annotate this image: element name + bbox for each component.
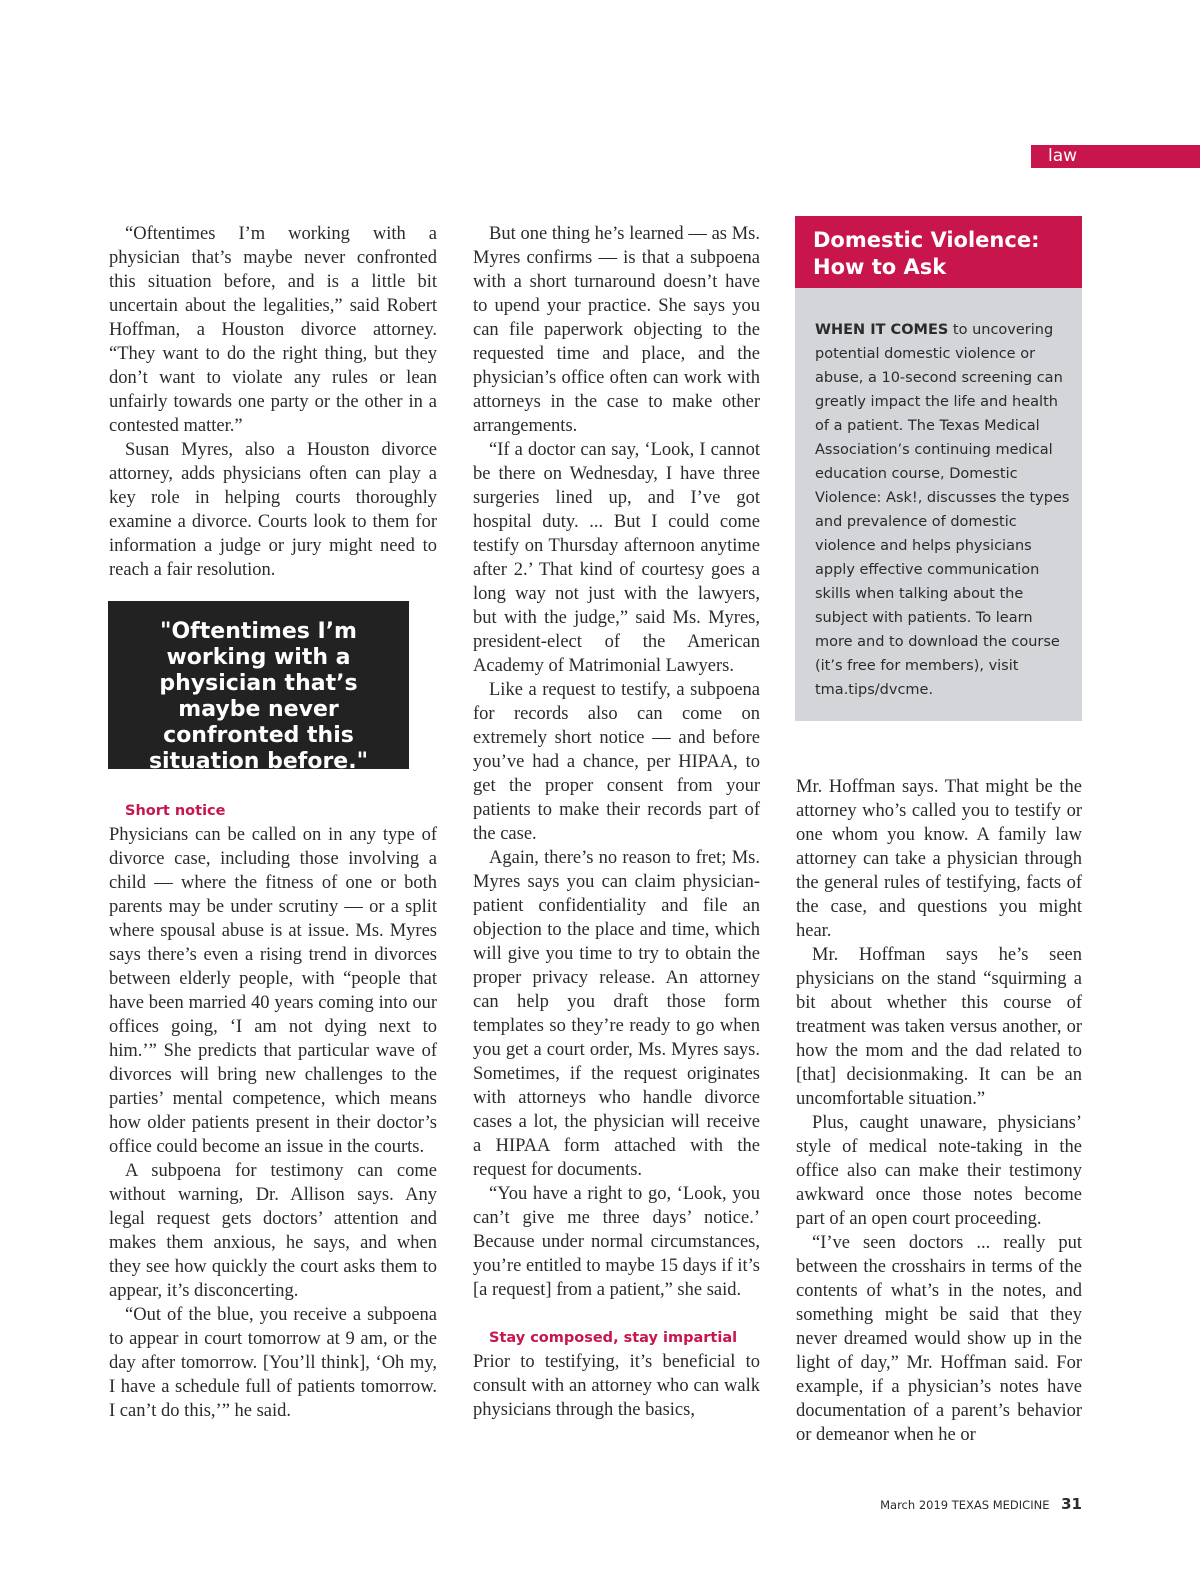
paragraph: A subpoena for testimony can come without warning, Dr. Allison says. Any legal request gets doctors’ attention and makes them anxious, he says, and when they see how quickly the court asks them to appear, it’s disconcerting. (109, 1161, 437, 1301)
sidebar-text: to uncovering potential domestic violence or abuse, a 10-second screening can greatly impact the life and health of a patient. The Texas Medical Association’s continuing medical education course, Domestic Violence: Ask!, discusses the types and prevalence of domestic violence and helps physicians apply effective communication skills when talking about the subject with patients. To learn more and to download the course (it’s free for members), visit tma.tips/dvcme. (815, 322, 1070, 698)
article-column-3 (796, 775, 1082, 1447)
sidebar-title: Domestic Violence: How to Ask (813, 228, 1040, 279)
paragraph: But one thing he’s learned — as Ms. Myres confirms — is that a subpoena with a short turnaround doesn’t have to upend your practice. She says you can file paperwork objecting to the requested time and place, and the physician’s office often can work with attorneys in the case to make other arrangements. (473, 224, 760, 436)
paragraph: Physicians can be called on in any type of divorce case, including those involving a child — where the fitness of one or both parents may be under scrutiny — or a split where spousal abuse is at issue. Ms. Myres says there’s even a rising trend in divorces between elderly people, with “people that have been married 40 years coming into our offices going, ‘I am not dying next to him.’” She predicts that particular wave of divorces will bring new challenges to the parties’ mental competence, which means how older patients present in their doctor’s office could become an issue in the courts. (109, 825, 437, 1157)
paragraph: “I’ve seen doctors ... really put between the crosshairs in terms of the contents of what’s in the notes, and something might be said that they never dreamed would show up in the light of day,” Mr. Hoffman said. For example, if a physician’s notes have documentation of a parent’s behavior or demeanor when he or (796, 1233, 1082, 1445)
paragraph: Mr. Hoffman says. That might be the attorney who’s called you to testify or one whom you know. A family law attorney can take a physician through the general rules of testifying, facts of the case, and questions you might hear. (796, 777, 1082, 941)
pull-quote-text: "Oftentimes I’m working with a physician that’s maybe never confronted this situation before." (148, 619, 369, 774)
paragraph: Mr. Hoffman says he’s seen physicians on the stand “squirming a bit about whether this course of treatment was taken versus another, or how the mom and the dad related to [that] decisionmaking. It can be an uncomfortable situation.” (796, 945, 1082, 1109)
section-tab (1031, 145, 1200, 168)
section-tab-label: law (1048, 146, 1078, 166)
paragraph: “You have a right to go, ‘Look, you can’t give me three days’ notice.’ Because under normal circumstances, you’re entitled to maybe 15 days if it’s [a request] from a patient,” she said. (473, 1184, 760, 1300)
paragraph: Susan Myres, also a Houston divorce attorney, adds physicians often can play a key role in helping courts thoroughly examine a divorce. Courts look to them for information a judge or jury might need to reach a fair resolution. (109, 440, 437, 580)
sidebar-lead-in: WHEN IT COMES (815, 322, 949, 338)
pull-quote (108, 601, 409, 774)
page-footer (880, 1494, 1082, 1515)
subhead-short-notice: Short notice (125, 803, 226, 819)
footer-magazine-name: TEXAS MEDICINE (951, 1498, 1050, 1512)
article-column-1 (109, 222, 437, 582)
sidebar-header (795, 216, 1082, 288)
sidebar-box (795, 216, 1082, 721)
paragraph: Plus, caught unaware, physicians’ style of medical note-taking in the office also can make their testimony awkward once those notes become part of an open court proceeding. (796, 1113, 1082, 1229)
paragraph: “If a doctor can say, ‘Look, I cannot be there on Wednesday, I have three surgeries lined up, and I’ve got hospital duty. ... But I could come testify on Thursday afternoon anytime after 2.’ That kind of courtesy goes a long way not just with the lawyers, but with the judge,” said Ms. Myres, president-elect of the American Academy of Matrimonial Lawyers. (473, 440, 760, 676)
article-column-2 (473, 222, 760, 1422)
subhead-stay-composed: Stay composed, stay impartial (489, 1330, 738, 1346)
page-number: 31 (1061, 1495, 1082, 1513)
footer-issue-date: March 2019 (880, 1498, 949, 1512)
paragraph: “Out of the blue, you receive a subpoena to appear in court tomorrow at 9 am, or the day after tomorrow. [You’ll think], ‘Oh my, I have a schedule full of patients tomorrow. I can’t do this,’” he said. (109, 1305, 437, 1421)
paragraph: Again, there’s no reason to fret; Ms. Myres says you can claim physician-patient confidentiality and file an objection to the place and time, which will give you time to try to obtain the proper privacy release. An attorney can help you draft those form templates so they’re ready to go when you get a court order, Ms. Myres says. Sometimes, if the request originates with attorneys who handle divorce cases a lot, the physician will receive a HIPAA form attached with the request for documents. (473, 848, 760, 1180)
paragraph: “Oftentimes I’m working with a physician that’s maybe never confronted this situation before, and is a little bit uncertain about the legalities,” said Robert Hoffman, a Houston divorce attorney. “They want to do the right thing, but they don’t want to violate any rules or lean unfairly towards one party or the other in a contested matter.” (109, 224, 437, 436)
paragraph: Prior to testifying, it’s beneficial to consult with an attorney who can walk physicians through the basics, (473, 1352, 760, 1420)
article-column-1-continued (109, 799, 437, 1423)
paragraph: Like a request to testify, a subpoena for records also can come on extremely short notice — and before you’ve had a chance, per HIPAA, to get the proper consent from your patients to make their records part of the case. (473, 680, 760, 844)
sidebar-body (815, 318, 1073, 702)
